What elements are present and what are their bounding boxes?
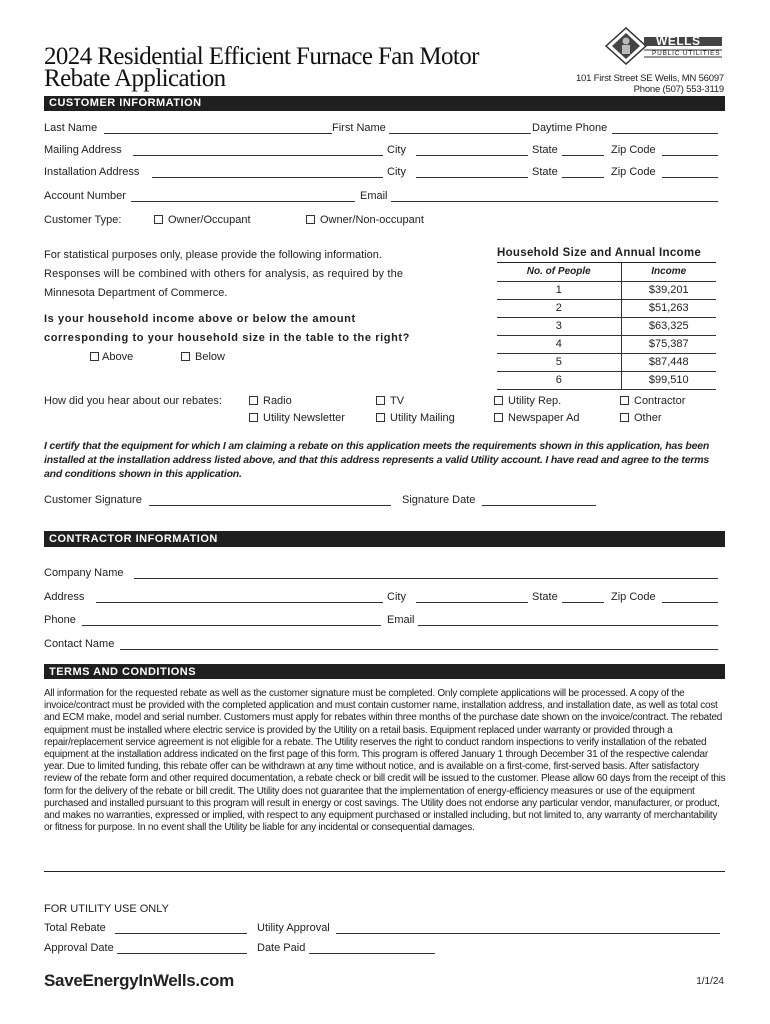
people-cell: 3 (497, 317, 621, 335)
customer-signature-label: Customer Signature (44, 494, 142, 506)
hear-other-option[interactable] (620, 412, 662, 425)
logo-text-main: WELLS (656, 34, 701, 48)
contractor-info-header: CONTRACTOR INFORMATION (44, 532, 725, 547)
owner-non-occupant-label: Owner/Non-occupant (320, 214, 424, 226)
hear-mailing-label: Utility Mailing (390, 412, 455, 424)
people-cell: 2 (497, 299, 621, 317)
hear-newspaper-checkbox[interactable] (494, 413, 503, 422)
hear-contractor-label: Contractor (634, 395, 686, 407)
income-above-checkbox[interactable] (90, 352, 99, 361)
contractor-zip-field[interactable] (662, 602, 718, 603)
col-income-header: Income (621, 263, 716, 281)
certification-text: I certify that the equipment for which I am claiming a rebate on this application meets the requirements shown in this application, has been installed at the installation address listed above, and that this address represents a valid Utility account. I have read and agree to the terms and conditions shown in this application. (44, 440, 710, 480)
people-cell: 4 (497, 335, 621, 353)
table-row (497, 371, 716, 389)
installation-city-field[interactable] (416, 177, 528, 178)
customer-info-header: CUSTOMER INFORMATION (44, 96, 725, 111)
mailing-address-label: Mailing Address (44, 144, 122, 156)
installation-city-label: City (387, 166, 406, 178)
utility-approval-label: Utility Approval (257, 922, 330, 934)
installation-zip-field[interactable] (662, 177, 718, 178)
hear-tv-option[interactable] (376, 395, 404, 408)
income-cell: $63,325 (621, 317, 716, 335)
hear-radio-checkbox[interactable] (249, 396, 258, 405)
contractor-phone-label: Phone (44, 614, 76, 626)
income-question-line1: Is your household income above or below the amount (44, 313, 356, 325)
hear-utility-rep-checkbox[interactable] (494, 396, 503, 405)
wells-logo (604, 24, 724, 68)
household-table-title: Household Size and Annual Income (497, 247, 702, 259)
mailing-zip-field[interactable] (662, 155, 718, 156)
utility-address: 101 First Street SE Wells, MN 56097 (575, 73, 724, 84)
contractor-phone-field[interactable] (82, 625, 381, 626)
daytime-phone-label: Daytime Phone (532, 122, 608, 134)
account-number-label: Account Number (44, 190, 126, 202)
people-cell: 5 (497, 353, 621, 371)
table-row (497, 353, 716, 371)
income-cell: $51,263 (621, 299, 716, 317)
hear-newsletter-checkbox[interactable] (249, 413, 258, 422)
hear-newspaper-option[interactable] (494, 412, 580, 425)
owner-occupant-checkbox[interactable] (154, 215, 163, 224)
hear-contractor-checkbox[interactable] (620, 396, 629, 405)
signature-date-field[interactable] (482, 505, 596, 506)
terms-body: All information for the requested rebate as well as the customer signature must be completed. Only complete applications will be processed. A copy of the invoice/contract must be provided with the completed application and must contain customer name, installation address, and installation date, as well as total cost and ECM make, model and serial number. Customers must apply for rebates within three months of the purchase date shown on the invoice/contract. The rebated equipment must be installed where electric service is provided by the Utility on a retail basis. Equipment replaced under warranty or provided through a repair/replacement service agreement is not eligible for a rebate. The Utility reserves the right to conduct random inspections to verify installation of the rebated equipment at the installation address indicated on the first page of this form. This program is offered January 1 through December 31 of the respective calendar year. Due to limited funding, this rebate offer can be withdrawn at any time without notice, and is available on a first-come, first-served basis. After satisfactory review of the rebate form and other required documentation, a rebate check or bill credit will be issued to the customer. Please allow 60 days from the receipt of this form for the delivery of the rebate or bill credit. The Utility does not guarantee that the implementation of energy-efficiency measures or use of the equipment purchased and installed pursuant to this program will result in energy or cost savings. The Utility does not endorse any particular vendor, manufacturer, or product, and makes no warranties, expressed or implied, with respect to any equipment purchased or installed including, but not limited to, any warranty of merchantability or fitness for purpose. In no event shall the Utility be liable for any incidental or consequential damages. (44, 688, 726, 834)
income-above-option[interactable] (90, 351, 133, 364)
approval-date-label: Approval Date (44, 942, 114, 954)
utility-use-rule (44, 871, 725, 872)
contact-name-field[interactable] (120, 649, 718, 650)
owner-non-occupant-option[interactable] (306, 214, 424, 227)
hear-mailing-checkbox[interactable] (376, 413, 385, 422)
daytime-phone-field[interactable] (612, 133, 718, 134)
statistics-line3: Minnesota Department of Commerce. (44, 287, 228, 299)
hear-other-label: Other (634, 412, 662, 424)
income-question-line2: corresponding to your household size in the table to the right? (44, 332, 410, 344)
installation-zip-label: Zip Code (611, 166, 656, 178)
contractor-city-label: City (387, 591, 406, 603)
footer-version: 1/1/24 (696, 976, 724, 987)
form-title-line2: Rebate Application (44, 65, 226, 92)
hear-newspaper-label: Newspaper Ad (508, 412, 580, 424)
customer-signature-field[interactable] (149, 505, 391, 506)
contractor-address-label: Address (44, 591, 85, 603)
total-rebate-label: Total Rebate (44, 922, 106, 934)
utility-phone: Phone (507) 553-3119 (633, 84, 724, 95)
contractor-city-field[interactable] (416, 602, 528, 603)
utility-approval-field[interactable] (336, 933, 720, 934)
installation-address-label: Installation Address (44, 166, 140, 178)
owner-occupant-label: Owner/Occupant (168, 214, 251, 226)
income-above-label: Above (102, 351, 134, 363)
mailing-city-field[interactable] (416, 155, 528, 156)
hear-radio-label: Radio (263, 395, 292, 407)
first-name-label: First Name (332, 122, 386, 134)
mailing-city-label: City (387, 144, 406, 156)
household-table (497, 262, 716, 390)
hear-radio-option[interactable] (249, 395, 292, 408)
contractor-email-label: Email (387, 614, 415, 626)
footer-website: SaveEnergyInWells.com (44, 971, 234, 990)
last-name-field[interactable] (104, 133, 332, 134)
date-paid-field[interactable] (309, 953, 435, 954)
statistics-line2: Responses will be combined with others for analysis, as required by the (44, 268, 404, 280)
utility-use-heading: FOR UTILITY USE ONLY (44, 903, 169, 915)
installation-state-label: State (532, 166, 558, 178)
company-name-label: Company Name (44, 567, 124, 579)
statistics-line1: For statistical purposes only, please provide the following information. (44, 249, 382, 261)
household-table-header (497, 263, 716, 281)
owner-non-occupant-checkbox[interactable] (306, 215, 315, 224)
hear-other-checkbox[interactable] (620, 413, 629, 422)
hear-question: How did you hear about our rebates: (44, 395, 222, 407)
contact-name-label: Contact Name (44, 638, 115, 650)
income-cell: $39,201 (621, 281, 716, 299)
total-rebate-field[interactable] (115, 933, 247, 934)
table-row (497, 317, 716, 335)
table-row (497, 281, 716, 299)
mailing-address-field[interactable] (133, 155, 383, 156)
people-cell: 1 (497, 281, 621, 299)
people-cell: 6 (497, 371, 621, 389)
installation-address-field[interactable] (152, 177, 383, 178)
income-below-option[interactable] (181, 351, 225, 364)
hear-utility-rep-label: Utility Rep. (508, 395, 562, 407)
contractor-email-field[interactable] (418, 625, 718, 626)
customer-email-label: Email (360, 190, 388, 202)
form-title-line1: 2024 Residential Efficient Furnace Fan Motor (44, 43, 479, 70)
contractor-address-field[interactable] (96, 602, 383, 603)
company-name-field[interactable] (134, 578, 718, 579)
contractor-state-label: State (532, 591, 558, 603)
hear-mailing-option[interactable] (376, 412, 455, 425)
terms-header: TERMS AND CONDITIONS (44, 665, 725, 679)
mailing-state-field[interactable] (562, 155, 604, 156)
first-name-field[interactable] (389, 133, 531, 134)
mailing-zip-label: Zip Code (611, 144, 656, 156)
installation-state-field[interactable] (562, 177, 604, 178)
hear-tv-checkbox[interactable] (376, 396, 385, 405)
date-paid-label: Date Paid (257, 942, 306, 954)
hear-newsletter-option[interactable] (249, 412, 345, 425)
table-row (497, 299, 716, 317)
last-name-label: Last Name (44, 122, 98, 134)
income-below-checkbox[interactable] (181, 352, 190, 361)
contractor-zip-label: Zip Code (611, 591, 656, 603)
owner-occupant-option[interactable] (154, 214, 251, 227)
income-cell: $75,387 (621, 335, 716, 353)
hear-tv-label: TV (390, 395, 405, 407)
table-row (497, 335, 716, 353)
mailing-state-label: State (532, 144, 558, 156)
signature-date-label: Signature Date (402, 494, 476, 506)
hear-newsletter-label: Utility Newsletter (263, 412, 345, 424)
approval-date-field[interactable] (117, 953, 247, 954)
account-number-field[interactable] (131, 201, 355, 202)
col-people-header: No. of People (497, 263, 621, 281)
income-cell: $87,448 (621, 353, 716, 371)
customer-type-label: Customer Type: (44, 214, 122, 226)
hear-contractor-option[interactable] (620, 395, 685, 408)
contractor-state-field[interactable] (562, 602, 604, 603)
income-cell: $99,510 (621, 371, 716, 389)
customer-email-field[interactable] (391, 201, 718, 202)
income-below-label: Below (195, 351, 225, 363)
hear-utility-rep-option[interactable] (494, 395, 561, 408)
logo-text-sub: PUBLIC UTILITIES (652, 50, 721, 57)
